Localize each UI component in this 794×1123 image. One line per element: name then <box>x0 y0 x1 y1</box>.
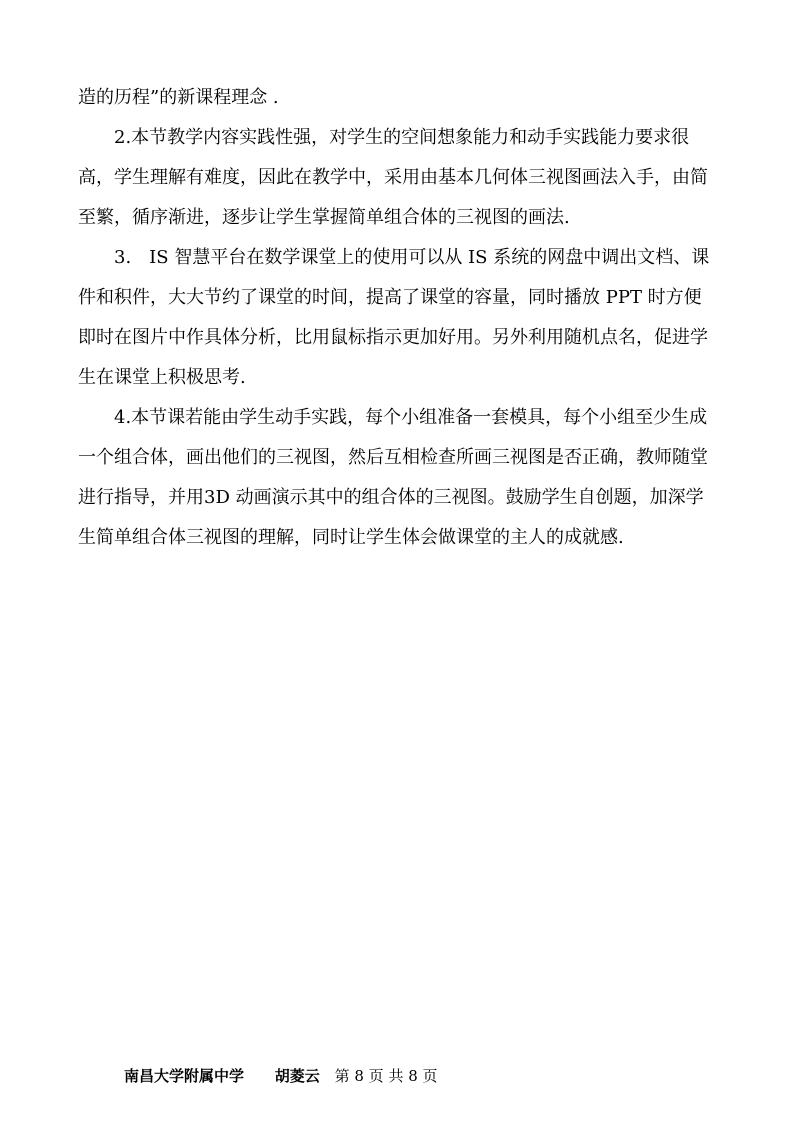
footer-school: 南昌大学附属中学 <box>124 1067 245 1085</box>
document-body <box>78 78 718 558</box>
paragraph-item-4: 4.本节课若能由学生动手实践，每个小组准备一套模具，每个小组至少生成一个组合体，画出他们的三视图，然后互相检查所画三视图是否正确，教师随堂进行指导，并用3D 动画演示其中的组合体的三视图。鼓励学生自创题，加深学生简单组合体三视图的理解，同时让学生体会做课堂的主人的成就感. <box>78 407 708 548</box>
footer-author: 胡菱云 <box>274 1067 320 1085</box>
paragraph-continuation: 造的历程”的新课程理念 . <box>78 87 279 108</box>
page-footer <box>124 1066 438 1086</box>
paragraph-item-3: 3. IS 智慧平台在数学课堂上的使用可以从 IS 系统的网盘中调出文档、课件和积件，大大节约了课堂的时间，提高了课堂的容量，同时播放 PPT 时方便即时在图片中作具体分析，比用鼠标指示更加好用。另外利用随机点名，促进学生在课堂上积极思考. <box>78 247 710 388</box>
paragraph-item-2: 2.本节教学内容实践性强，对学生的空间想象能力和动手实践能力要求很高，学生理解有难度，因此在教学中，采用由基本几何体三视图画法入手，由简至繁，循序渐进，逐步让学生掌握简单组合体的三视图的画法. <box>78 127 708 228</box>
footer-page-number: 第 8 页 共 8 页 <box>334 1067 438 1085</box>
